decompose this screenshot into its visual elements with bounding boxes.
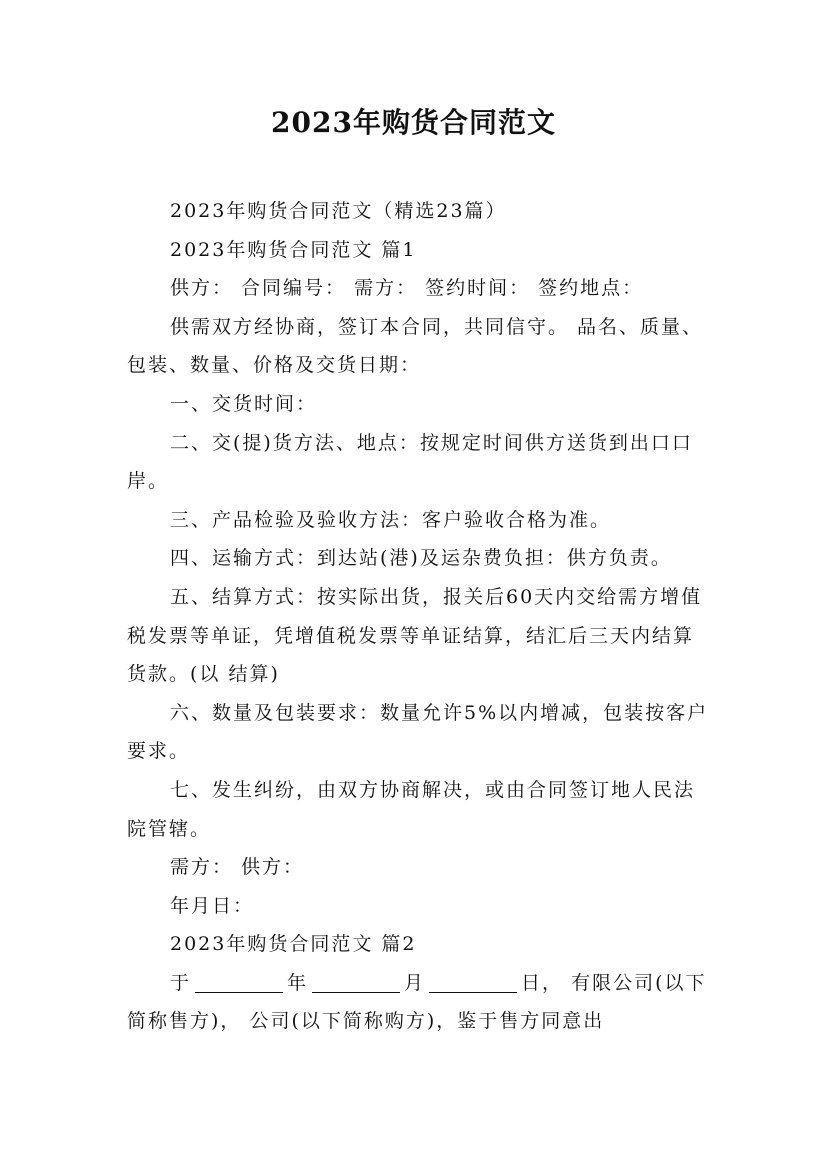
month-blank: [312, 972, 400, 993]
paragraph-clause-6: 六、数量及包装要求：数量允许5%以内增减，包装按客户要求。: [127, 701, 709, 763]
day-blank: [429, 972, 517, 993]
paragraph-section-1-heading: 2023年购货合同范文 篇1: [170, 238, 417, 261]
document-body: [127, 192, 711, 1041]
paragraph-clause-2: 二、交(提)货方法、地点：按规定时间供方送货到出口口岸。: [127, 431, 693, 493]
paragraph-signatures: 需方： 供方：: [170, 856, 305, 879]
paragraph-agreement: 供需双方经协商，签订本合同，共同信守。 品名、质量、包装、数量、价格及交货日期：: [127, 315, 704, 377]
paragraph-clause-3: 三、产品检验及验收方法：客户验收合格为准。: [170, 508, 612, 531]
paragraph-section-2-heading: 2023年购货合同范文 篇2: [170, 933, 417, 956]
paragraph-section-2-intro: [127, 964, 711, 1041]
paragraph-clause-7: 七、发生纠纷，由双方协商解决，或由合同签订地人民法院管辖。: [127, 778, 696, 840]
paragraph-subtitle: 2023年购货合同范文（精选23篇）: [170, 200, 507, 222]
intro-prefix: 于: [170, 971, 192, 994]
paragraph-parties: 供方： 合同编号： 需方： 签约时间： 签约地点：: [170, 277, 644, 300]
paragraph-clause-5: 五、结算方式：按实际出货，报关后60天内交给需方增值税发票等单证，凭增值税发票等单证结算，结汇后三天内结算货款。(以 结算): [127, 585, 703, 686]
document-title: 2023年购货合同范文: [271, 106, 556, 139]
year-blank: [195, 972, 283, 993]
paragraph-clause-4: 四、运输方式：到达站(港)及运杂费负担：供方负责。: [170, 547, 672, 570]
paragraph-clause-1: 一、交货时间：: [170, 392, 318, 415]
intro-suffix: 日， 有限公司(以下简称售方)， 公司(以下简称购方)，鉴于售方同意出: [127, 971, 707, 1033]
month-label: 月: [404, 971, 426, 994]
paragraph-date: 年月日：: [170, 894, 255, 917]
year-label: 年: [287, 971, 309, 994]
